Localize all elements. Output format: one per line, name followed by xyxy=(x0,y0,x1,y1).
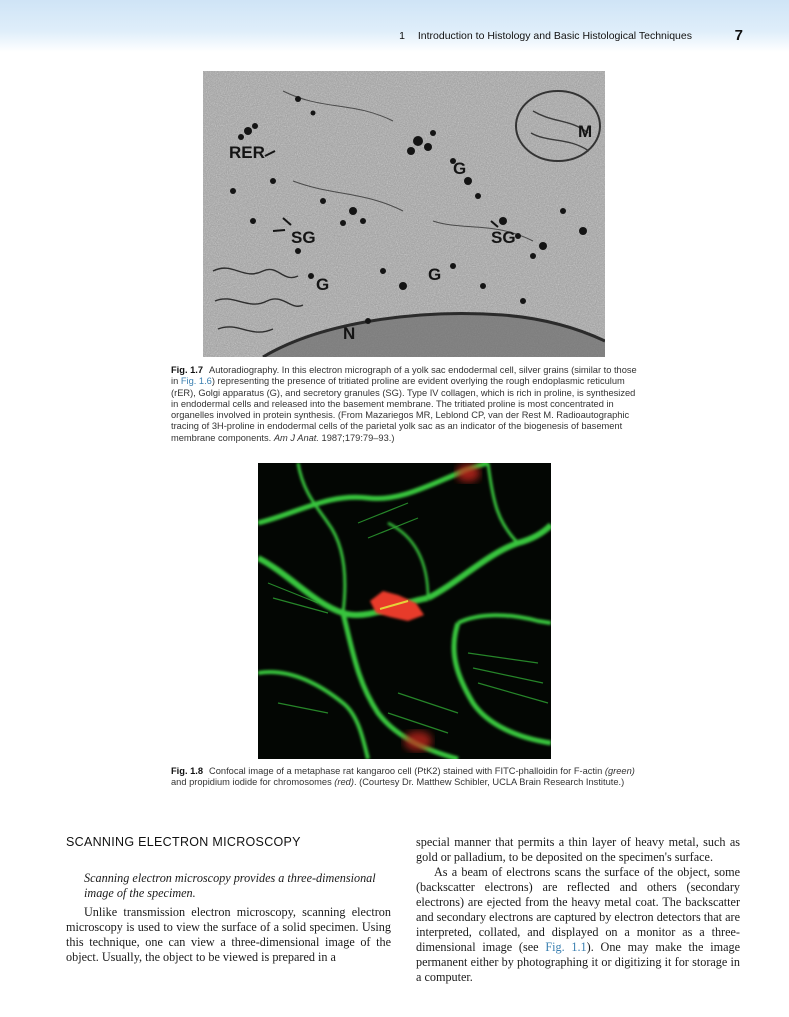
label-sg-right: SG xyxy=(491,228,516,247)
label-g-left: G xyxy=(316,275,330,294)
section-lead: Scanning electron microscopy provides a three-dimensional image of the specimen. xyxy=(84,871,376,900)
figure-1-8-caption xyxy=(171,766,641,789)
caption-text: . (Courtesy Dr. Matthew Schibler, UCLA Brain Research Institute.) xyxy=(353,777,625,788)
caption-text: and propidium iodide for chromosomes xyxy=(171,777,335,788)
label-g-top: G xyxy=(453,159,467,178)
running-head xyxy=(399,30,692,42)
caption-text: ) representing the presence of tritiated proline are evident overlying the rough endoplasmic reticulum (rER), Golgi apparatus (G), and secretory granules (SG). Type IV collagen, which is rich in proline, is synthesized in endodermal cells and released into the basement membrane. The tritiated proline is most concentrated in organelles involved in protein synthesis. (From Mazariegos MR, Leblond CP, van der Rest M. Radioautographic tracing of 3H-proline in endodermal cells of the parietal yolk sac as an indicator of the biogenesis of basement membrane components. xyxy=(171,376,636,443)
figure-label: Fig. 1.7 xyxy=(171,365,204,375)
label-g-mid: G xyxy=(428,265,442,284)
journal-name: Am J Anat. xyxy=(273,432,319,443)
body-paragraph-1: Unlike transmission electron microscopy, scanning electron microscopy is used to view the surface of a solid specimen. Using this technique, one can view a three-dimensional image of the object. Usually, the object to be viewed is prepared in a xyxy=(66,905,391,964)
caption-text: Autoradiography. In this electron micrograph of a yolk sac endodermal cell, silver grains (similar to those in xyxy=(171,365,637,387)
paragraph-text: As a beam of electrons scans the surface of the object, some (backscatter electrons) are reflected and others (secondary electrons) are ejected from the heavy metal coat. The backscatter and secondary electrons are captured by electron detectors that are interpreted, collated, and displayed on a monitor as a three-dimensional image (see xyxy=(416,865,740,954)
figure-link[interactable]: Fig. 1.6 xyxy=(180,376,212,387)
page-number: 7 xyxy=(734,27,743,44)
label-m: M xyxy=(578,122,593,141)
caption-green: (green) xyxy=(604,766,635,776)
body-paragraph-2 xyxy=(416,865,740,985)
label-rer: RER xyxy=(229,143,265,162)
section-heading: SCANNING ELECTRON MICROSCOPY xyxy=(66,835,301,849)
caption-text: 1987;179:79–93.) xyxy=(318,432,395,443)
caption-text: Confocal image of a metaphase rat kangaroo cell (PtK2) stained with FITC-phalloidin for F-actin xyxy=(209,766,605,776)
body-paragraph-1-continued: special manner that permits a thin layer of heavy metal, such as gold or palladium, to be deposited on the specimen's surface. xyxy=(416,835,740,864)
figure-1-7-caption xyxy=(171,365,641,444)
body-column-right xyxy=(416,835,740,985)
page-header xyxy=(0,0,789,52)
caption-red: (red) xyxy=(334,777,354,788)
figure-link[interactable]: Fig. 1.1 xyxy=(545,940,587,954)
chapter-number: 1 xyxy=(399,30,405,42)
figure-1-8-confocal-image xyxy=(258,463,551,759)
paragraph-text: ). One may make the image permanent either by photographing it or digitizing it for storage in a computer. xyxy=(416,940,740,984)
figure-label: Fig. 1.8 xyxy=(171,766,204,776)
label-sg-left: SG xyxy=(291,228,316,247)
figure-1-7-micrograph xyxy=(203,71,605,357)
chapter-title: Introduction to Histology and Basic Histological Techniques xyxy=(417,30,692,42)
label-n: N xyxy=(343,324,356,343)
